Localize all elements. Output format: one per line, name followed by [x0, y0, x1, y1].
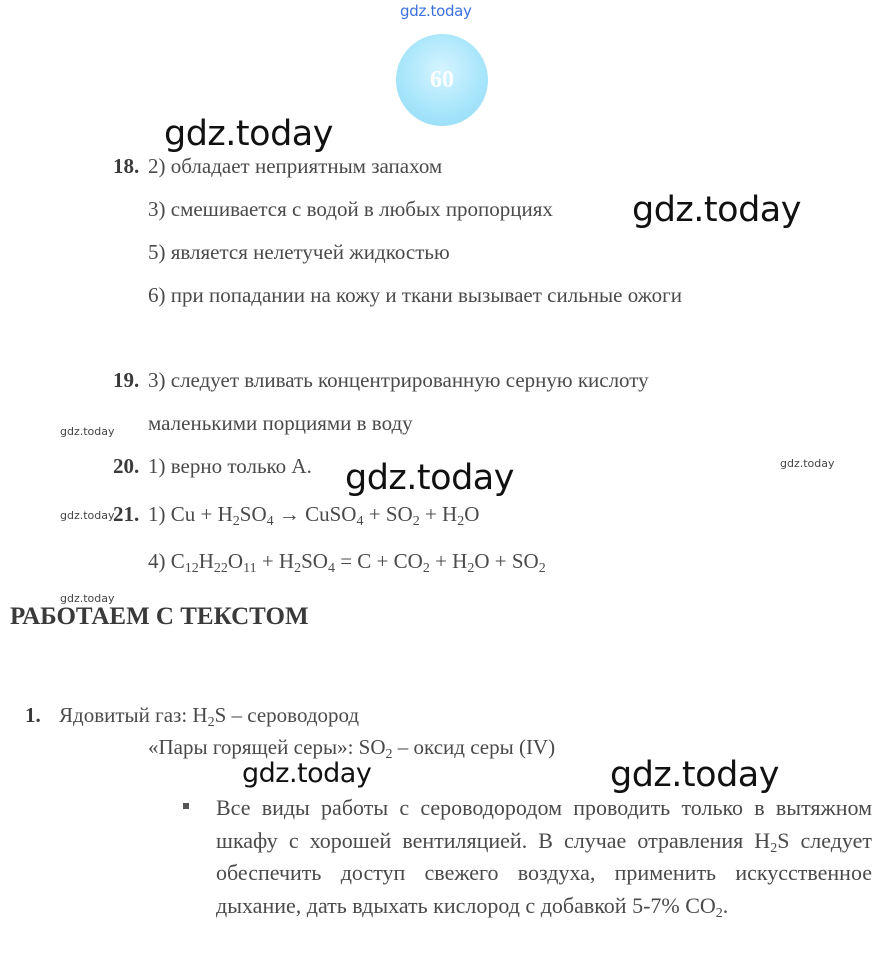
answer-line: 3) следует вливать концентрированную серную кислоту — [148, 368, 649, 392]
bullet-marker — [183, 803, 189, 809]
watermark: gdz.today — [164, 114, 333, 154]
question-number-21: 21. — [113, 502, 140, 526]
answer-line: 5) является нелетучей жидкостью — [148, 240, 450, 264]
watermark-top: gdz.today — [400, 2, 472, 20]
answer-line: 1) верно только А. — [148, 454, 312, 478]
watermark: gdz.today — [610, 755, 779, 795]
question-number-19: 19. — [113, 368, 140, 392]
answer-line: 2) обладает неприятным запахом — [148, 154, 443, 178]
item-line: «Пары горящей серы»: $SO_2$ – оксид серы (IV) — [148, 735, 556, 762]
question-number-20: 20. — [113, 454, 140, 478]
safety-paragraph: Все виды работы с сероводородом проводить только в вытяжном шкафу с хорошей вентиляцией. В случае отравления $H_2S$ следует обеспечить доступ свежего воздуха, применить искусственное дыхание, дать вдыхать кислород с добавкой 5-7% $CO_2$. — [216, 795, 872, 921]
page-number: 60 — [430, 67, 454, 93]
watermark: gdz.today — [242, 758, 372, 789]
watermark: gdz.today — [345, 458, 514, 498]
watermark-small: gdz.today — [60, 425, 115, 438]
item-number-1: 1. — [25, 703, 41, 727]
answer-line: маленькими порциями в воду — [148, 411, 413, 435]
answer-line: 6) при попадании на кожу и ткани вызывает сильные ожоги — [148, 283, 683, 307]
equation-2: 4) $C_{12}H_{22}O_{11} + H_2SO_4 = C + CO_2 + H_2O + SO_2$ — [148, 549, 546, 576]
question-number-18: 18. — [113, 154, 140, 178]
answer-line: 3) смешивается с водой в любых пропорциях — [148, 197, 553, 221]
watermark-small: gdz.today — [60, 509, 115, 522]
watermark-small: gdz.today — [780, 457, 835, 470]
watermark-small: gdz.today — [60, 592, 115, 605]
equation-1: 1) $Cu + H_2SO_4$ → CuSO$_4$ + $SO_2 + H_2O$ — [148, 502, 480, 529]
item-line: Ядовитый газ: $H_2S$ – сероводород — [59, 703, 360, 730]
watermark: gdz.today — [632, 190, 801, 230]
section-heading: РАБОТАЕМ С ТЕКСТОМ — [10, 603, 309, 630]
